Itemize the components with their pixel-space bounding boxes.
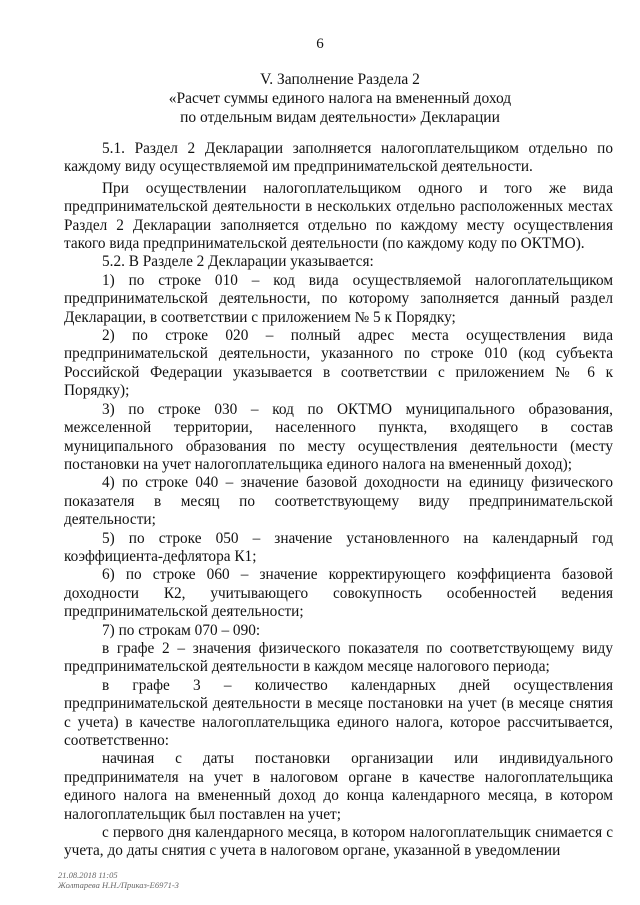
footer-stamp [58,870,179,890]
section-heading [60,70,620,127]
page-number: 6 [316,36,324,52]
list-item-lines-070-090: 7) по строкам 070 – 090: [102,621,261,639]
list-item-line-040: 4) по строке 040 – значение базовой доходности на единицу физического показателя в месяц по соответствующему виду предпринимательской деятельности; [64,474,613,529]
paragraph-multiple-locations: При осуществлении налогоплательщиком одного и того же вида предпринимательской деятельности в нескольких отдельно расположенных местах Раздел 2 Декларации заполняется отдельно по каждому месту осуществления такого вида предпринимательской деятельности (по каждому коду по ОКТМО). [64,179,613,253]
list-subitem-registration-start: начиная с даты постановки организации или индивидуального предпринимателя на учет в налоговом органе в качестве налогоплательщика единого налога на вмененный доход до конца календарного месяца, в котором налогоплательщик был поставлен на учет; [64,750,613,823]
list-subitem-deregistration: с первого дня календарного месяца, в котором налогоплательщик снимается с учета, до даты снятия с учета в налоговом органе, указанной в уведомлении [64,824,613,860]
footer-document-id: Жолтарева Н.Н./Приказ-Е6971-3 [58,880,179,890]
section-heading-line-1: V. Заполнение Раздела 2 [260,71,420,88]
paragraph-5-2: 5.2. В Разделе 2 Декларации указывается: [102,253,374,271]
document-body [64,140,613,861]
list-subitem-column-2: в графе 2 – значения физического показателя по соответствующему виду предпринимательской деятельности в каждом месяце налогового периода; [64,639,613,676]
paragraph-5-1: 5.1. Раздел 2 Декларации заполняется налогоплательщиком отдельно по каждому виду осуществляемой им предпринимательской деятельности. [64,140,613,176]
list-item-line-030: 3) по строке 030 – код по ОКТМО муниципального образования, межселенной территории, населенного пункта, входящего в состав муниципального образования по месту осуществления деятельности (месту постановки на учет налогоплательщика единого налога на вмененный доход); [64,400,613,473]
list-item-line-060: 6) по строке 060 – значение корректирующего коэффициента базовой доходности К2, учитывающего совокупность особенностей ведения предпринимательской деятельности; [64,566,613,621]
section-heading-line-2: «Расчет суммы единого налога на вмененный доход [168,90,512,107]
list-item-line-010: 1) по строке 010 – код вида осуществляемой налогоплательщиком предпринимательской деятельности, по которому заполняется данный раздел Декларации, в соответствии с приложением № 5 к Порядку; [64,271,613,326]
section-heading-line-3: по отдельным видам деятельности» Декларации [180,109,500,126]
footer-timestamp: 21.08.2018 11:05 [58,870,118,880]
list-subitem-column-3: в графе 3 – количество календарных дней осуществления предпринимательской деятельности в месяце постановки на учет (в месяце снятия с учета) в качестве налогоплательщика единого налога, которое рассчитывается, соответственно: [64,676,613,749]
list-item-line-050: 5) по строке 050 – значение установленного на календарный год коэффициента-дефлятора К1; [64,529,613,565]
list-item-line-020: 2) по строке 020 – полный адрес места осуществления вида предпринимательской деятельности, указанного по строке 010 (код субъекта Российской Федерации указывается в соответствии с приложением № 6 к Порядку); [64,327,613,400]
